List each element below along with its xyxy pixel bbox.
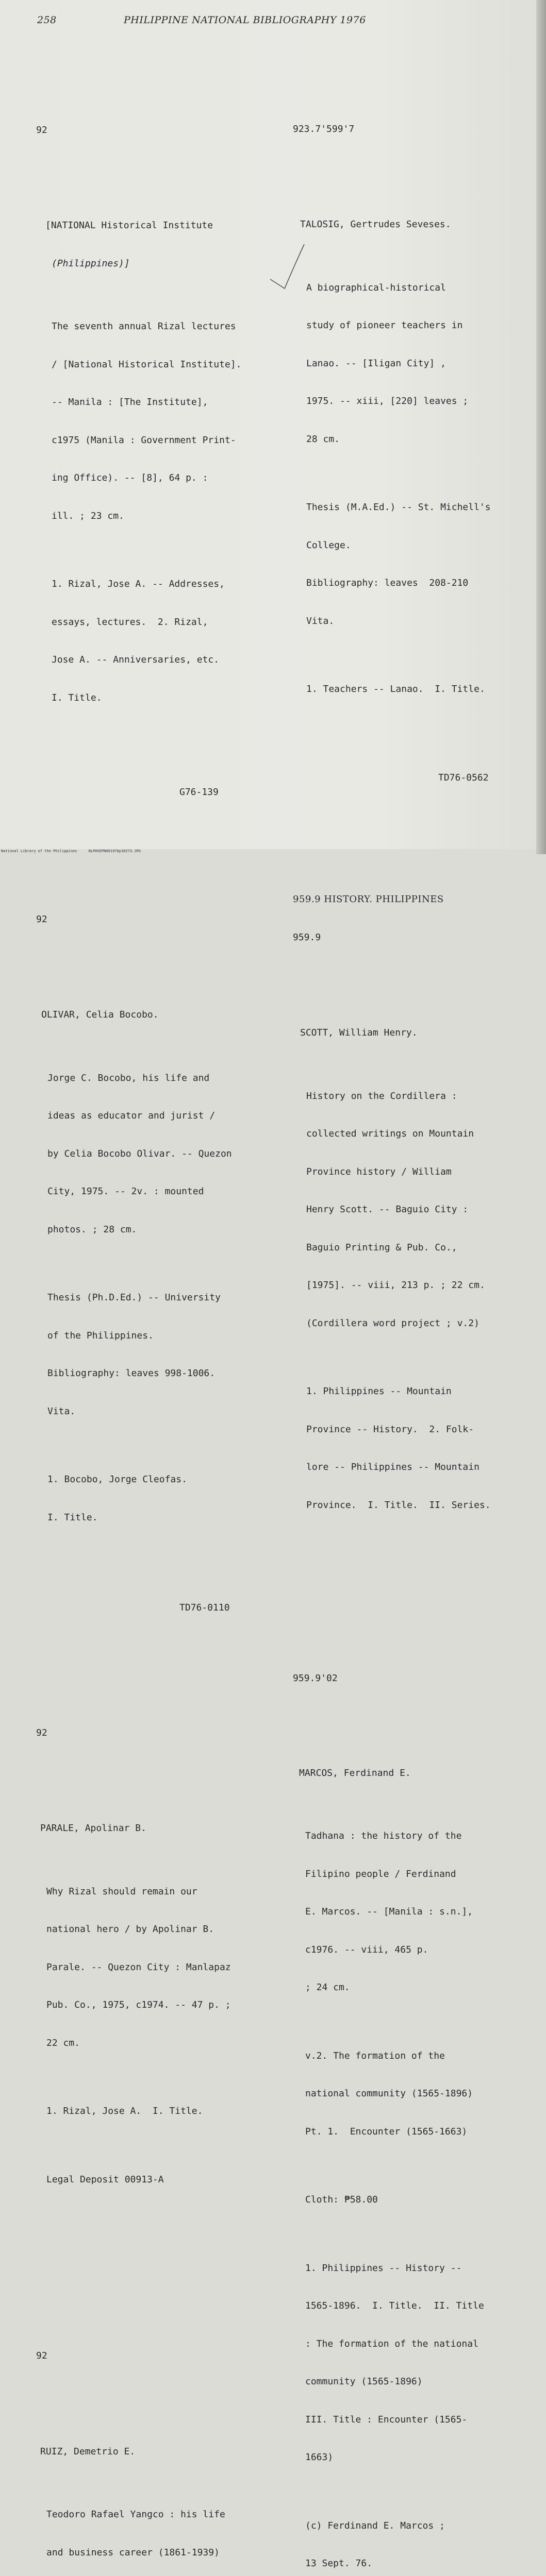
entry-line: Jorge C. Bocobo, his life and — [47, 1072, 210, 1083]
entry-parale — [36, 1702, 253, 2262]
note-line: Bibliography: leaves 998-1006. — [47, 1368, 216, 1379]
entry-line: MARCOS, Ferdinand E. — [299, 1767, 411, 1778]
note-line: Thesis (Ph.D.Ed.) -- University — [47, 1292, 221, 1303]
subject-line: 1. Philippines -- Mountain — [306, 1386, 452, 1397]
note-line: v.2. The formation of the — [305, 2050, 445, 2061]
entry-line: History on the Cordillera : — [306, 1090, 457, 1101]
entry-line: Province history / William — [306, 1166, 452, 1177]
entry-line: A biographical-historical — [306, 282, 446, 293]
entry-line: photos. ; 28 cm. — [47, 1224, 137, 1235]
subject-line: lore -- Philippines -- Mountain — [306, 1462, 479, 1472]
page-title: PHILIPPINE NATIONAL BIBLIOGRAPHY 1976 — [124, 14, 366, 26]
entry-line: c1975 (Manila : Government Print- — [52, 434, 236, 446]
note-line: of the Philippines. — [47, 1330, 154, 1341]
legal-deposit: Legal Deposit 00913-A — [46, 2174, 164, 2185]
entry-line: study of pioneer teachers in — [306, 320, 463, 331]
file-name: NLPHSEPN091976p10273.JPG — [88, 849, 141, 853]
control-number: TD76-0562 — [438, 772, 489, 783]
entry-line: ill. ; 23 cm. — [52, 510, 124, 521]
class-number: 923.7'599'7 — [293, 123, 355, 134]
entry-line: (Cordillera word project ; v.2) — [306, 1317, 479, 1329]
entry-line: and business career (1861-1939) — [46, 2547, 220, 2558]
subject-line: 1663) — [305, 2452, 334, 2463]
subject-line: III. Title : Encounter (1565- — [305, 2414, 468, 2425]
entry-line: ideas as educator and jurist / — [47, 1110, 216, 1121]
page-number: 258 — [37, 14, 57, 26]
subject-line: essays, lectures. 2. Rizal, — [52, 616, 208, 628]
entry-line: Baguio Printing & Pub. Co., — [306, 1242, 457, 1253]
class-number: 92 — [36, 1727, 47, 1738]
entry-marcos — [293, 1647, 520, 2576]
scan-footer — [1, 849, 150, 853]
entry-line: national hero / by Apolinar B. — [46, 1924, 214, 1935]
entry-rizal-lectures — [36, 99, 253, 824]
entry-line: Filipino people / Ferdinand — [305, 1868, 456, 1879]
entry-line: [NATIONAL Historical Institute — [45, 220, 213, 231]
entry-line: Lanao. -- [Iligan City] , — [306, 358, 446, 369]
entry-line: City, 1975. -- 2v. : mounted — [47, 1186, 204, 1197]
class-number: 92 — [36, 2350, 47, 2361]
entry-line: Teodoro Rafael Yangco : his life — [46, 2509, 225, 2520]
entry-line: Henry Scott. -- Baguio City : — [306, 1204, 469, 1215]
class-number: 92 — [36, 124, 47, 135]
subject-line: 1. Bocobo, Jorge Cleofas. — [47, 1474, 187, 1485]
entry-line: SCOTT, William Henry. — [300, 1027, 418, 1038]
note-line: Vita. — [47, 1405, 76, 1417]
entry-line: -- Manila : [The Institute], — [52, 397, 208, 408]
library-name: National Library of the Philippines — [1, 849, 77, 853]
subject-line: I. Title. — [52, 692, 102, 703]
entry-line: c1976. -- viii, 465 p. — [305, 1944, 428, 1955]
entry-line: E. Marcos. -- [Manila : s.n.], — [305, 1906, 473, 1917]
right-column — [293, 60, 520, 2576]
note-line: Vita. — [306, 615, 335, 626]
subject-line: 1. Rizal, Jose A. -- Addresses, — [52, 579, 225, 589]
subject-line: Jose A. -- Anniversaries, etc. — [52, 654, 220, 665]
entry-talosig — [293, 98, 520, 810]
subject-line: 1. Philippines -- History -- — [305, 2262, 462, 2274]
class-number: 959.9 — [293, 931, 321, 943]
entry-line: TALOSIG, Gertrudes Seveses. — [300, 219, 451, 230]
entry-line: OLIVAR, Celia Bocobo. — [41, 1009, 159, 1020]
subject-line: Province. I. Title. II. Series. — [306, 1499, 491, 1511]
entry-line: RUIZ, Demetrio E. — [40, 2446, 136, 2457]
note-line: Bibliography: leaves 208-210 — [306, 578, 469, 588]
subject-line: 1. Rizal, Jose A. I. Title. — [46, 2106, 203, 2116]
subject-line: I. Title. — [47, 1512, 98, 1523]
entry-yangco — [36, 2325, 253, 2576]
class-number: 959.9'02 — [293, 1673, 338, 1684]
copyright-line: (c) Ferdinand E. Marcos ; — [305, 2520, 445, 2531]
entry-line: 1975. -- xiii, [220] leaves ; — [306, 396, 469, 406]
note-line: Pt. 1. Encounter (1565-1663) — [305, 2126, 468, 2137]
entry-line: Tadhana : the history of the — [305, 1831, 462, 1841]
subject-line: 1. Teachers -- Lanao. I. Title. — [306, 684, 485, 694]
control-number: G76-139 — [179, 787, 219, 798]
subject-line: : The formation of the national — [305, 2338, 478, 2349]
note-line: College. — [306, 539, 351, 551]
check-mark-icon — [268, 243, 315, 290]
copyright-line: 13 Sept. 76. — [305, 2558, 373, 2569]
entry-line: ; 24 cm. — [305, 1982, 350, 1993]
left-column — [36, 61, 253, 2576]
entry-line: PARALE, Apolinar B. — [40, 1823, 146, 1834]
section-heading: 959.9 HISTORY. PHILIPPINES — [293, 894, 444, 905]
page-edge — [536, 0, 546, 854]
control-number: TD76-0110 — [179, 1602, 230, 1613]
entry-line: by Celia Bocobo Olivar. -- Quezon — [47, 1148, 232, 1159]
entry-line: Why Rizal should remain our — [46, 1886, 197, 1897]
entry-bocobo — [36, 888, 253, 1640]
class-number: 92 — [36, 913, 47, 925]
entry-scott — [293, 868, 520, 1587]
note-line: national community (1565-1896) — [305, 2088, 473, 2099]
entry-line: Pub. Co., 1975, c1974. -- 47 p. ; — [46, 1999, 231, 2010]
entry-line: [1975]. -- viii, 213 p. ; 22 cm. — [306, 1280, 485, 1291]
entry-line: The seventh annual Rizal lectures — [52, 321, 236, 332]
entry-line: 28 cm. — [306, 433, 340, 445]
entry-line: Parale. -- Quezon City : Manlapaz — [46, 1961, 231, 1973]
subject-line: 1565-1896. I. Title. II. Title — [305, 2300, 484, 2311]
entry-line: (Philippines)] — [52, 258, 130, 269]
entry-line: ing Office). -- [8], 64 p. : — [52, 472, 208, 483]
subject-line: community (1565-1896) — [305, 2376, 423, 2387]
note-line: Thesis (M.A.Ed.) -- St. Michell's — [306, 502, 491, 513]
entry-line: / [National Historical Institute]. — [52, 359, 242, 370]
price: Cloth: ₱58.00 — [305, 2194, 378, 2205]
subject-line: Province -- History. 2. Folk- — [306, 1423, 474, 1435]
entry-line: collected writings on Mountain — [306, 1128, 474, 1139]
entry-line: 22 cm. — [46, 2037, 80, 2048]
